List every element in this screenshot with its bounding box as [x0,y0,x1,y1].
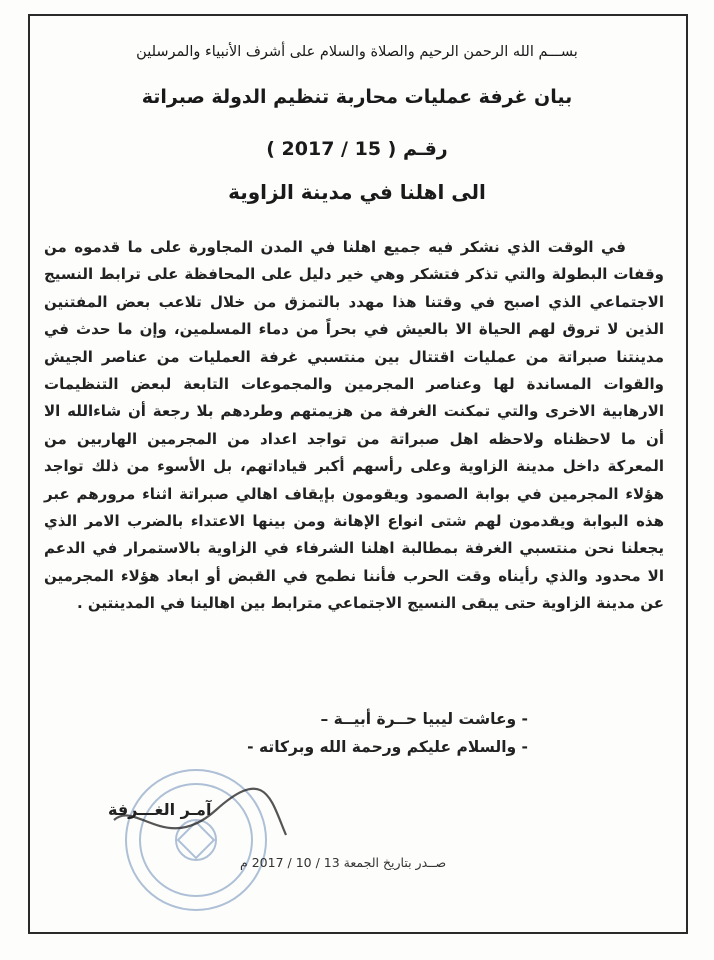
issue-date: صــدر بتاريخ الجمعة 13 / 10 / 2017 م [240,855,447,870]
statement-body [44,234,664,618]
body-paragraph: في الوقت الذي نشكر فيه جميع اهلنا في المدن المجاورة على ما قدموه من وقفات البطولة والتي تذكر فتشكر وهي خير دليل على المحافظة على ترابط النسيج الاجتماعي الذي اصبح في وقتنا هذا مهدد بالتمزق من خلال تلاعب بعض المفتنين الذين لا تروق لهم الحياة الا بالعيش في بحراً من دماء المسلمين، وإن ما حدث في مدينتنا صبراتة من عمليات اقتتال بين منتسبي غرفة العمليات من عناصر الجيش والقوات المساندة لها وعناصر المجرمين والمجموعات التابعة لبعض التنظيمات الارهابية الاخرى والتي تمكنت الغرفة من هزيمتهم وطردهم بلا رجعة أن شاءالله الا أن ما لاحظناه ولاحظه اهل صبراتة من تواجد اعداد من المجرمين الهاربين من المعركة داخل مدينة الزاوية وعلى رأسهم أكبر قياداتهم، بل الأسوء من ذلك تواجد هؤلاء المجرمين في بوابة الصمود ويقومون بإيقاف اهالي صبراتة اثناء مرورهم عبر هذه البوابة ويقدمون لهم شتى انواع الإهانة ومن بينها الاعتداء بالضرب الامر الذي يجعلنا نحن منتسبي الغرفة بمطالبة اهلنا الشرفاء في الزاوية بالاستمرار في الدعم الا محدود والذي رأيناه وقت الحرب فأننا نطمح في القبض أو ابعاد هؤلاء المجرمين عن مدينة الزاوية حتى يبقى النسيج الاجتماعي مترابط بين اهالينا في المدينتين . [44,238,664,613]
signature-title: آمـر الغـــرفة [108,800,212,819]
statement-title: بيان غرفة عمليات محاربة تنظيم الدولة صبراتة [141,86,573,108]
closing-line-1: - وعاشت ليبيا حــرة أبيــة – [320,710,528,728]
statement-number: رقـم ( 15 / 2017 ) [266,138,448,160]
closing-line-2: - والسلام عليكم ورحمة الله وبركاته - [247,738,528,756]
addressee: الى اهلنا في مدينة الزاوية [228,180,486,204]
basmala: بســـم الله الرحمن الرحيم والصلاة والسلام على أشرف الأنبياء والمرسلين [136,44,578,60]
